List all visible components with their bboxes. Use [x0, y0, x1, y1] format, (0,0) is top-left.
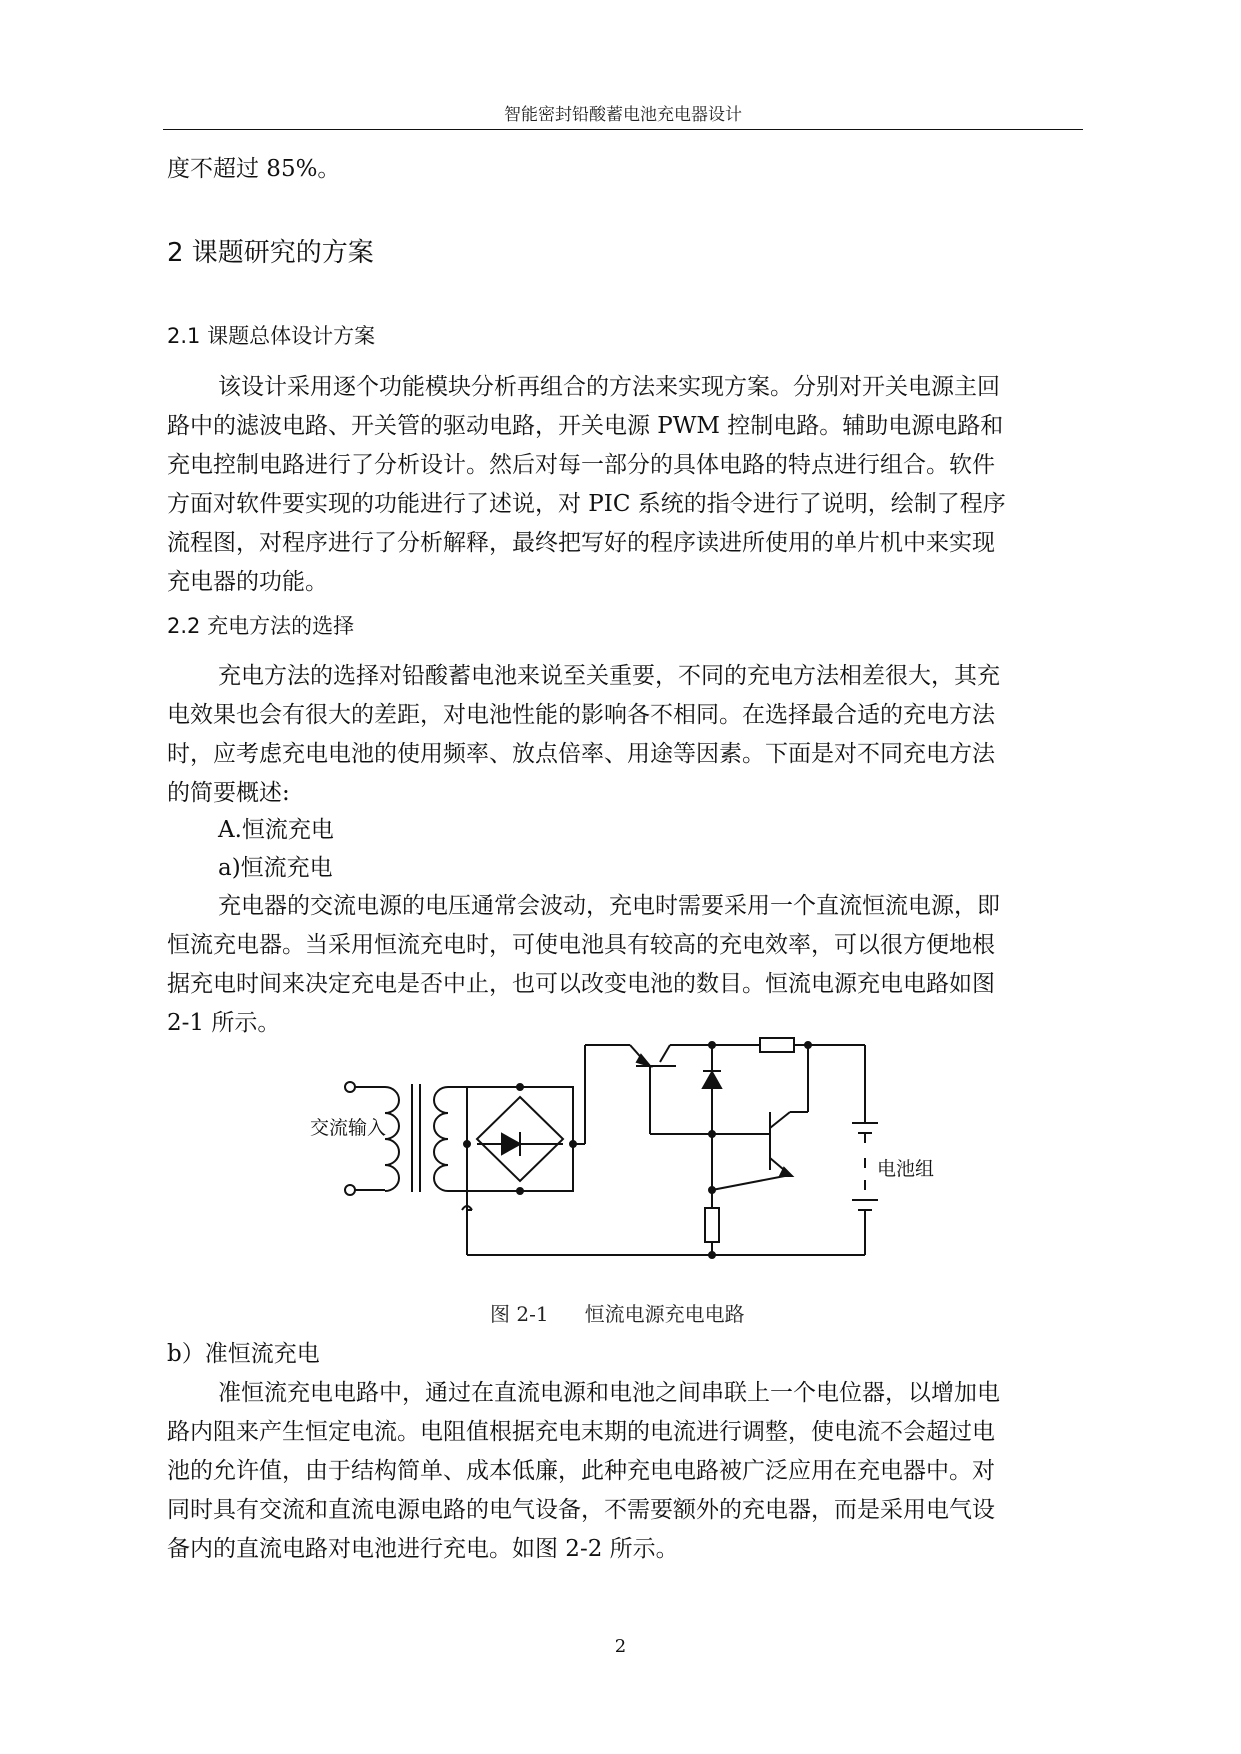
running-header: 智能密封铅酸蓄电池充电器设计 — [504, 105, 742, 125]
figure-caption-number: 图 2-1 — [490, 1302, 549, 1326]
text-line: 方面对软件要实现的功能进行了述说，对 PIC 系统的指令进行了说明，绘制了程序 — [167, 491, 1006, 517]
section-heading: 2 课题研究的方案 — [167, 238, 374, 268]
text-line: 充电控制电路进行了分析设计。然后对每一部分的具体电路的特点进行组合。软件 — [167, 452, 995, 478]
label-ac-input: 交流输入 — [310, 1117, 387, 1139]
text-line: 路中的滤波电路、开关管的驱动电路，开关电源 PWM 控制电路。辅助电源电路和 — [167, 413, 1004, 439]
text-line: 池的允许值，由于结构简单、成本低廉，此种充电电路被广泛应用在充电器中。对 — [167, 1458, 995, 1484]
text-line: 流程图，对程序进行了分析解释，最终把写好的程序读进所使用的单片机中来实现 — [167, 530, 995, 556]
text-line: 度不超过 85%。 — [167, 156, 341, 182]
text-line: 同时具有交流和直流电源电路的电气设备，不需要额外的充电器，而是采用电气设 — [167, 1497, 995, 1523]
figure-caption — [490, 1298, 745, 1327]
list-heading-a: A.恒流充电 — [218, 817, 334, 843]
text-line: 的简要概述: — [167, 780, 290, 806]
label-battery-pack: 电池组 — [877, 1158, 935, 1180]
text-line: 2-1 所示。 — [167, 1010, 281, 1036]
text-line: 充电器的功能。 — [167, 569, 328, 595]
text-line: 恒流充电器。当采用恒流充电时，可使电池具有较高的充电效率，可以很方便地根 — [167, 932, 995, 958]
page-number: 2 — [614, 1636, 627, 1657]
text-line: 充电器的交流电源的电压通常会波动，充电时需要采用一个直流恒流电源，即 — [218, 893, 1000, 919]
subsection-heading-2-2: 2.2 充电方法的选择 — [167, 614, 355, 638]
circuit-diagram-2-1 — [300, 1030, 940, 1280]
text-line: 准恒流充电电路中，通过在直流电源和电池之间串联上一个电位器，以增加电 — [218, 1380, 1000, 1406]
text-line: 该设计采用逐个功能模块分析再组合的方法来实现方案。分别对开关电源主回 — [218, 374, 1000, 400]
subsection-heading-2-1: 2.1 课题总体设计方案 — [167, 324, 376, 348]
text-line: 电效果也会有很大的差距，对电池性能的影响各不相同。在选择最合适的充电方法 — [167, 702, 995, 728]
header-rule — [163, 129, 1083, 130]
list-heading-a1: a)恒流充电 — [218, 855, 333, 881]
text-line: 路内阻来产生恒定电流。电阻值根据充电末期的电流进行调整，使电流不会超过电 — [167, 1419, 995, 1445]
list-heading-b: b）准恒流充电 — [167, 1341, 320, 1367]
text-line: 充电方法的选择对铅酸蓄电池来说至关重要，不同的充电方法相差很大，其充 — [218, 663, 1000, 689]
text-line: 时，应考虑充电电池的使用频率、放点倍率、用途等因素。下面是对不同充电方法 — [167, 741, 995, 767]
figure-caption-text: 恒流电源充电电路 — [584, 1302, 745, 1326]
text-line: 据充电时间来决定充电是否中止，也可以改变电池的数目。恒流电源充电电路如图 — [167, 971, 995, 997]
text-line: 备内的直流电路对电池进行充电。如图 2-2 所示。 — [167, 1536, 679, 1562]
